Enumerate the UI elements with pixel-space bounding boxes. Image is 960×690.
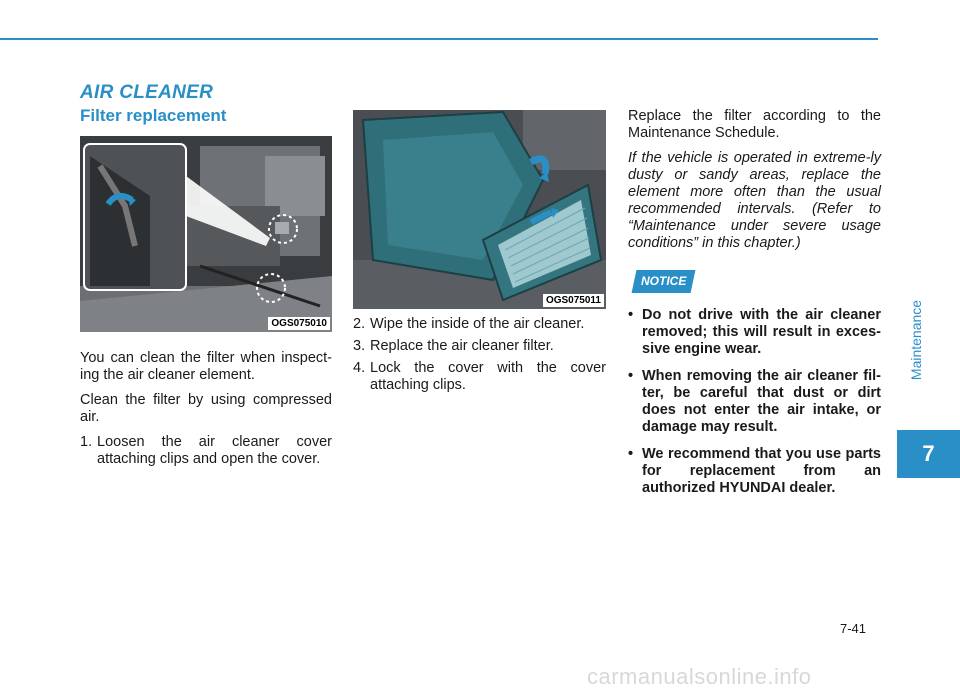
list-item: [628, 307, 881, 358]
italic-note: [628, 150, 881, 252]
step-number: 2.: [353, 316, 366, 332]
step-item: [353, 338, 606, 355]
chapter-tab: 7: [897, 430, 960, 478]
step-text: Lock the cover with the cover attaching clips.: [370, 360, 606, 393]
chapter-side-label: [902, 250, 930, 430]
subsection-title: Filter replacement: [80, 106, 227, 125]
step-item: [353, 316, 606, 333]
air-cleaner-illustration: [353, 110, 606, 309]
step-item: [353, 360, 606, 394]
list-item: [628, 368, 881, 436]
page-number: 7-41: [840, 621, 867, 636]
bullet-icon: •: [628, 307, 634, 323]
notice-label: NOTICE: [641, 274, 687, 288]
step-number: 1.: [80, 434, 93, 450]
figure-air-cleaner-open: [353, 110, 606, 309]
notice-list: [628, 307, 881, 497]
column-1-text: [80, 350, 332, 473]
paragraph: Replace the filter according to the Maintenance Schedule.: [628, 108, 881, 141]
figure-code: OGS075010: [268, 317, 330, 330]
bullet-text: Do not drive with the air cleaner removed; this will result in exces-sive engine wear.: [642, 307, 881, 357]
paragraph: Clean the filter by using compressed air.: [80, 392, 332, 425]
step-number: 4.: [353, 360, 366, 376]
step-text: Replace the air cleaner filter.: [370, 338, 554, 354]
bullet-text: We recommend that you use parts for replacement from an authorized HYUNDAI dealer.: [642, 446, 881, 496]
paragraph: You can clean the filter when inspect-ing the air cleaner element.: [80, 350, 332, 383]
column-2-text: [353, 316, 606, 399]
paragraph: If the vehicle is operated in extreme-ly dusty or sandy areas, replace the element more often than the usual recommended intervals. (Refer to “Maintenance under severe usage conditions” in this chapter.): [628, 150, 881, 251]
step-number: 3.: [353, 338, 366, 354]
step-text: Loosen the air cleaner cover attaching clips and open the cover.: [97, 434, 332, 467]
notice-badge: [632, 270, 696, 293]
engine-bay-illustration: [80, 136, 332, 332]
figure-engine-bay-clips: [80, 136, 332, 332]
chapter-label: Maintenance: [908, 299, 924, 381]
bullet-text: When removing the air cleaner fil-ter, be careful that dust or dirt does not enter the air intake, or damage may result.: [642, 368, 881, 435]
list-item: [628, 446, 881, 497]
header-rule: [0, 38, 878, 40]
section-title: AIR CLEANER: [80, 82, 214, 103]
column-3-text: [628, 108, 881, 507]
bullet-icon: •: [628, 368, 634, 384]
bullet-icon: •: [628, 446, 634, 462]
figure-code: OGS075011: [543, 294, 604, 307]
step-item: [80, 434, 332, 468]
step-text: Wipe the inside of the air cleaner.: [370, 316, 585, 332]
watermark-text: carmanualsonline.info: [587, 664, 812, 689]
